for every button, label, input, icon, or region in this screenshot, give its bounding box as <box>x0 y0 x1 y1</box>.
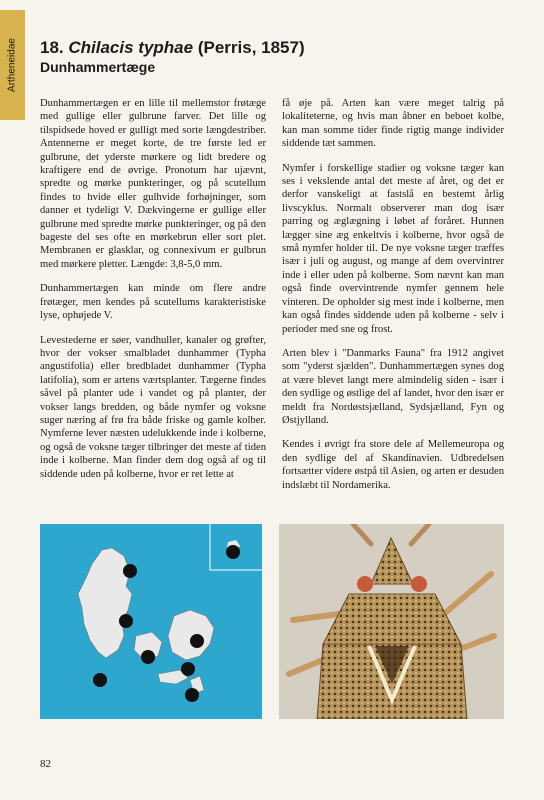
jutland-shape <box>78 548 132 658</box>
record-dot <box>190 634 204 648</box>
species-title <box>40 38 305 58</box>
paragraph-history: Arten blev i "Danmarks Fauna" fra 1912 angivet som "yderst sjælden". Dunhammertægen synes dog at være blevet langt mere almindelig siden - især i den sydlige og østlige del af landet, hvor den især er meldt fra Nordøstsjælland, Sydsjælland, Fyn og Østjylland. <box>282 347 504 426</box>
species-number: 18. <box>40 38 64 57</box>
distribution-map <box>40 524 262 719</box>
paragraph-description: Dunhammertægen er en lille til mellemstor frøtæge med gullige eller gulbrune farver. Det lille og tilspidsede hoved er gulligt med sorte længdestriber. Antennerne er meget korte, de tre første led er gulbrune, det yderste mørkere og lidt bredere og kraftigere end de øvrige. Pronotum har ujævnt, spredte og mørke punkteringer, og på scutellum findes to hvide eller gulhvide forhøjninger, som danner et tydeligt V. Dækvingerne er gullige eller gulbrune med spredte mørke punkteringer, og på den bageste del ses ofte en mørkebrun eller sort plet. Membranen er glasklar, og connexivum er gulbrun med mørkere pletter. Længde: 3,8-5,0 mm. <box>40 98 266 270</box>
species-latin-name: Chilacis typhae <box>68 38 194 57</box>
record-dot <box>226 545 240 559</box>
species-danish-name: Dunhammertæge <box>40 59 156 75</box>
record-dot <box>119 614 133 628</box>
right-column <box>282 97 504 503</box>
paragraph-habitat: Levestederne er søer, vandhuller, kanaler og grøfter, hvor der vokser smalbladet dunhammer (Typha angustifolia) eller bredbladet dunhammer (Typha latifolia), som er artens værtsplanter. Tægerne findes såvel på planter ude i vandet og på planter, der vokser langs bredden, og både nymfer og voksne suger næring af frø fra både friske og gamle kolber. Nymferne lever næsten udelukkende inde i kolberne, og også de voksne tæger tilbringer det meste af tiden inde i kolberne. Man finder dem dog også af og til siddende uden på kolberne, hvor er ret lette at <box>40 334 266 480</box>
paragraph-lifecycle: Nymfer i forskellige stadier og voksne tæger kan ses i vekslende antal det meste af året, og det er derfor vanskeligt at fastslå en bestemt årlig livscyklus. Normalt observerer man dog især parring og æglægning i løbet af foråret. Hunnen lægger sine æg enkeltvis i kolberne, hvor også de små nymfer holder til. De nye voksne tæger træffes især i juli og august, og mange af dem overvintrer inde i eller uden på kolberne. Som nævnt kan man også finde overvintrende nymfer gennem hele vinteren. De opholder sig mest inde i kolberne, men kan også findes siddende uden på kolberne - selv i perioder med sne og frost. <box>282 162 504 335</box>
bug-photo <box>279 524 504 719</box>
page-number: 82 <box>40 758 51 770</box>
left-column <box>40 97 266 492</box>
record-dot <box>141 650 155 664</box>
species-author: (Perris, 1857) <box>197 38 305 57</box>
paragraph-identification: Dunhammertægen kan minde om flere andre frøtæger, men kendes på scutellums karakteristiske lyse, ophøjede V. <box>40 283 266 322</box>
species-header <box>40 38 305 75</box>
denmark-map-graphic <box>40 524 262 719</box>
bug-illustration <box>279 524 504 719</box>
section-tab-label: Artheneidae <box>6 38 18 92</box>
paragraph-habitat-cont: få øje på. Arten kan være meget talrig på lokaliteterne, og hvis man åbner en beboet kolbe, kan man somme tider finde rigtig mange individer siddende tæt sammen. <box>282 98 504 150</box>
record-dot <box>185 688 199 702</box>
zealand-shape <box>168 610 214 660</box>
record-dot <box>181 662 195 676</box>
section-tab <box>0 10 25 120</box>
record-dot <box>93 673 107 687</box>
record-dot <box>123 564 137 578</box>
paragraph-range: Kendes i øvrigt fra store dele af Mellemeuropa og den sydlige del af Skandinavien. Udbredelsen fortsætter videre østpå til Asien, og arten er desuden indslæbt til Nordamerika. <box>282 439 504 491</box>
